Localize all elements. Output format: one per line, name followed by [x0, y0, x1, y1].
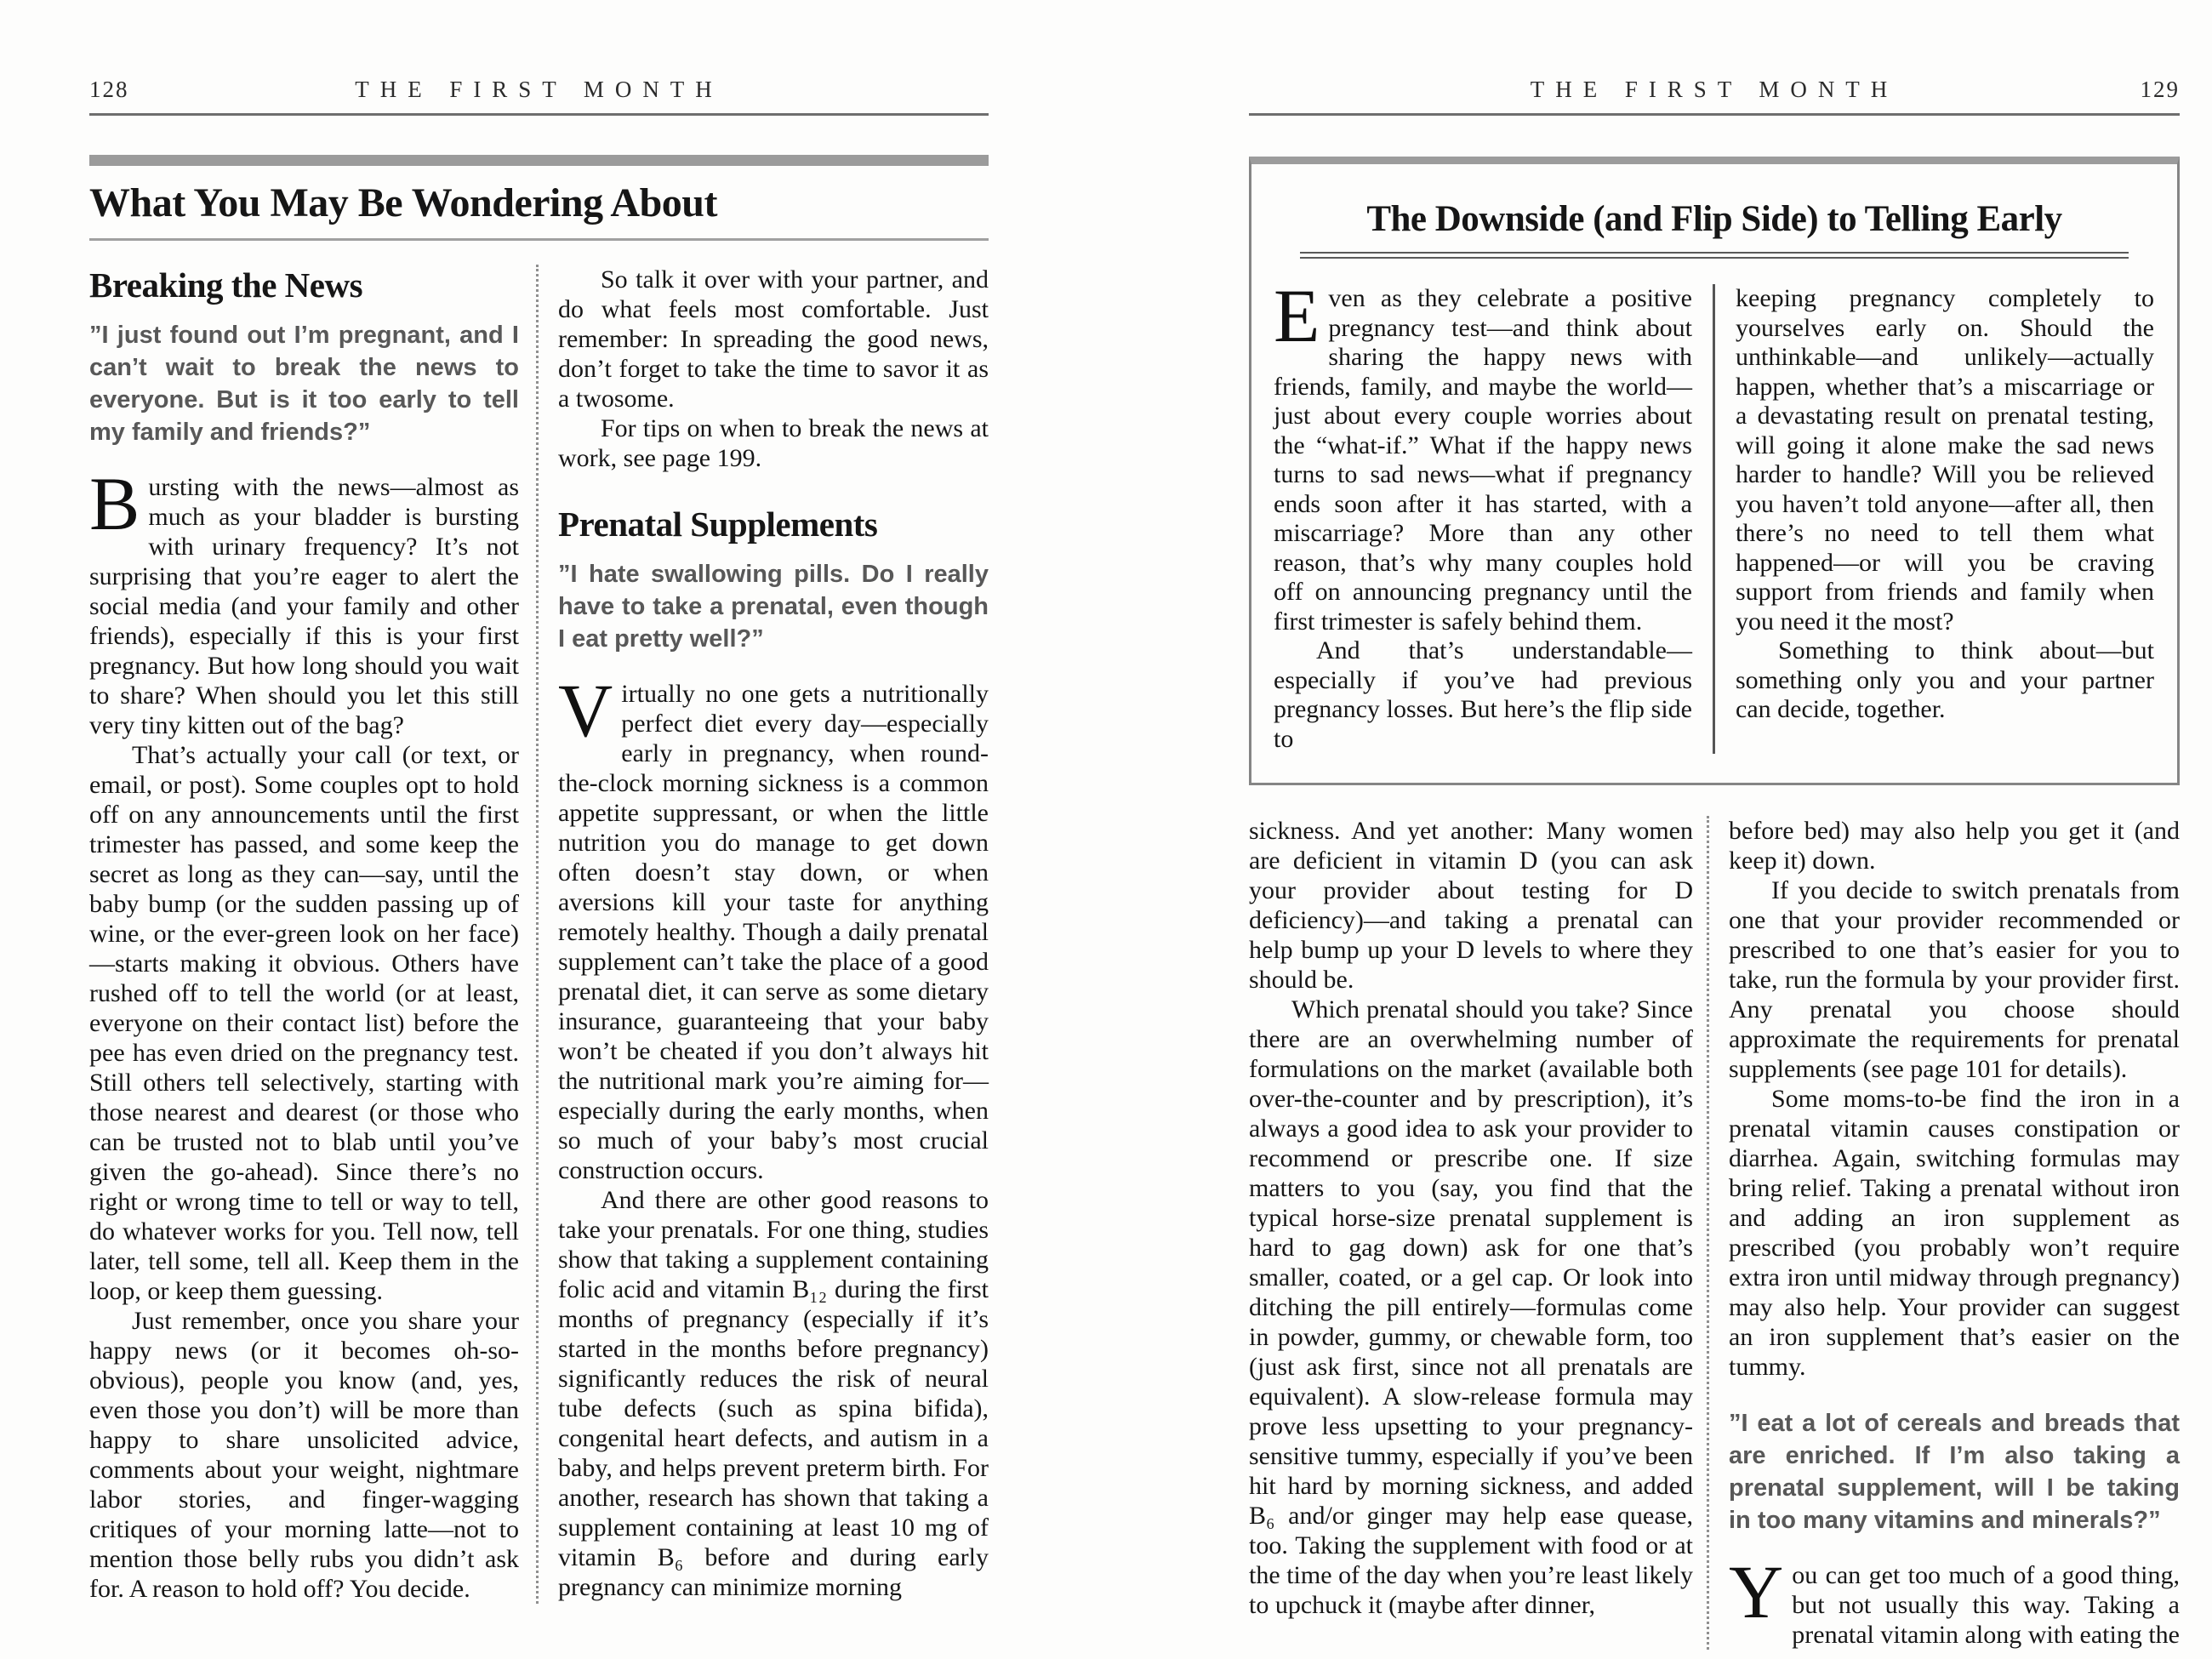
- page-left: [89, 77, 989, 1604]
- section-heading-prenatal-supplements: Prenatal Supplements: [558, 505, 878, 544]
- column-divider-solid: [1713, 284, 1715, 754]
- paragraph: before bed) may also help you get it (and keep it) down.: [1729, 817, 2180, 875]
- column-divider-dotted: [1707, 816, 1709, 1650]
- page-right: [1249, 77, 2180, 1650]
- reader-question: ”I eat a lot of cereals and breads that are enriched. If I’m also taking a prenatal supplement, will I be taking in too many vitamins and minerals?”: [1729, 1410, 2180, 1534]
- sidebar-box-title-rule: [1300, 252, 2129, 259]
- article-title: What You May Be Wondering About: [89, 180, 717, 225]
- header-rule-left: [89, 113, 989, 116]
- sidebar-box-title: The Downside (and Flip Side) to Telling Early: [1366, 199, 2062, 239]
- paragraph: And that’s understandable—especially if you’ve had previous pregnancy losses. But here’s the flip side to: [1274, 636, 1692, 753]
- drop-cap-Y: Y: [1729, 1551, 1784, 1634]
- reader-question: ”I hate swallowing pills. Do I really have to take a prenatal, even though I eat pretty well?”: [558, 561, 989, 653]
- paragraph: Which prenatal should you take? Since there are an overwhelming number of formulations on the market (available both over-the-counter and by prescription), it’s always a good idea to ask your provider to recommend or prescribe one. If size matters to you (say, you find that the typical horse-size prenatal supplement is hard to gag down) ask for one that’s smaller, coated, or a gel cap. Or look into ditching the pill entirely—formulas come in powder, gummy, or chewable form, too (just ask first, since not all prenatals are equivalent). A slow-release formula may prove less upsetting to your pregnancy-sensitive tummy, especially if you’ve been hit hard by morning sickness, and added B₆ and/or ginger may help ease quease, too. Taking the supplement with food or at the time of the day when you’re least likely to upchuck it (maybe after dinner,: [1249, 995, 1693, 1619]
- column-divider-dotted: [536, 265, 539, 1604]
- paragraph: Just remember, once you share your happy news (or it becomes oh-so-obvious), people you know (and, yes, even those you don’t) will be more than happy to share unsolicited advice, comments about your weight, nightmare labor stories, and finger-wagging critiques of your morning latte—not to mention those belly rubs you didn’t ask for. A reason to hold off? You decide.: [89, 1307, 519, 1603]
- left-page-column-2: [558, 265, 989, 1604]
- paragraph: [1274, 275, 1692, 636]
- page-header-left: [89, 77, 989, 103]
- page-header-right: [1249, 77, 2180, 103]
- right-page-columns: [1249, 816, 2180, 1650]
- section-heading-breaking-the-news: Breaking the News: [89, 265, 363, 305]
- reader-question: ”I just found out I’m pregnant, and I can’t wait to break the news to everyone. But is it too early to tell my family and friends?”: [89, 322, 519, 446]
- paragraph: keeping pregnancy completely to yourselves early on. Should the unthinkable—and unlikely—actually happen, whether that’s a miscarriage or a devastating result on prenatal testing, will going it alone make the sad news harder to handle? Will you be relieved you haven’t told anyone—after all, then there’s no need to tell them what happened—or will you be craving support from friends and family when you need it the most?: [1736, 284, 2154, 636]
- paragraph: That’s actually your call (or text, or email, or post). Some couples opt to hold off on any announcements until the first trimester has passed, and some keep the secret as long as they can—say, until the baby bump (or the sudden passing up of wine, or the ever-green look on her face)—starts making it obvious. Others have rushed off to tell the world (or at least, everyone on their contact list) before the pee has even dried on the pregnancy test. Still others tell selectively, starting with those nearest and dearest (or those who can be trusted not to blab until you’ve given the go-ahead). Since there’s no right or wrong time to tell or way to tell, do whatever works for you. Tell now, tell later, tell some, tell all. Keep them in the loop, or keep them guessing.: [89, 741, 519, 1305]
- sidebar-box-columns: [1274, 275, 2155, 754]
- right-page-column-1: [1249, 816, 1693, 1650]
- sidebar-box-column-2: [1736, 284, 2154, 754]
- running-head-right: THE FIRST MONTH: [1530, 77, 1899, 102]
- paragraph: And there are other good reasons to take your prenatals. For one thing, studies show that taking a supplement containing folic acid and vitamin B₁₂ during the first months of pregnancy (especially if it’s started in the months before pregnancy) significantly reduces the risk of neural tube defects (such as spina bifida), congenital heart defects, and autism in a baby, and helps prevent preterm birth. For another, research has shown that taking a supplement containing at least 10 mg of vitamin B₆ before and during early pregnancy can minimize morning: [558, 1186, 989, 1601]
- paragraph: [89, 463, 519, 740]
- paragraph: [1729, 1551, 2180, 1650]
- paragraph: For tips on when to break the news at work, see page 199.: [558, 414, 989, 472]
- sidebar-box-column-1: [1274, 275, 1692, 754]
- title-bar-accent: [89, 155, 989, 166]
- sidebar-box-telling-early: [1249, 157, 2180, 785]
- right-page-column-2: [1729, 816, 2180, 1650]
- drop-cap-E: E: [1274, 275, 1320, 358]
- paragraph: [558, 670, 989, 1185]
- header-rule-right: [1249, 113, 2180, 116]
- drop-cap-V: V: [558, 670, 613, 753]
- page-number-left: 128: [89, 77, 129, 102]
- paragraph-text: irtually no one gets a nutritionally perfect diet every day—especially early in pregnancy, when round-the-clock morning sickness is a common appetite suppressant, or when the little nutrition you do manage to get down often doesn’t stay down, or when aversions kill your taste for anything remotely healthy. Though a daily prenatal supplement can’t take the place of a good prenatal diet, it can serve as some dietary insurance, guaranteeing that your baby won’t be cheated if you don’t always hit the nutritional mark you’re aiming for—especially during the early months, when so much of your baby’s most crucial construction occurs.: [558, 680, 989, 1184]
- paragraph-text: ven as they celebrate a positive pregnancy test—and think about sharing the happy news with friends, family, and maybe the world—just about every couple worries about the “what-if.” What if the happy news turns to sad news—what if pregnancy ends soon after it has started, with a miscarriage? More than any other reason, that’s why many couples hold off on announcing pregnancy until the first trimester is safely behind them.: [1274, 284, 1692, 636]
- paragraph-text: ursting with the news—almost as much as your bladder is bursting with urinary frequency? It’s not surprising that you’re eager to alert the social media (and your family and other friends), especially if this is your first pregnancy. But how long should you wait to share? When should you let this still very tiny kitten out of the bag?: [89, 473, 519, 739]
- paragraph: Some moms-to-be find the iron in a prenatal vitamin causes constipation or diarrhea. Again, switching formulas may bring relief. Taking a prenatal without iron and adding an iron supplement as prescribed (you probably won’t require extra iron until midway through pregnancy) may also help. Your provider can suggest an iron supplement that’s easier on the tummy.: [1729, 1085, 2180, 1381]
- paragraph: So talk it over with your partner, and do what feels most comfortable. Just remember: In spreading the good news, don’t forget to take the time to savor it as a twosome.: [558, 265, 989, 413]
- paragraph: sickness. And yet another: Many women are deficient in vitamin D (you can ask your provider about testing for D deficiency)—and taking a prenatal can help bump up your D levels to where they should be.: [1249, 817, 1693, 994]
- paragraph: If you decide to switch prenatals from one that your provider recommended or prescribed to one that’s easier for you to take, run the formula by your provider first. Any prenatal you choose should approximate the requirements for prenatal supplements (see page 101 for details).: [1729, 876, 2180, 1083]
- title-underline: [89, 238, 989, 241]
- page-number-right: 129: [2140, 77, 2180, 102]
- paragraph: Something to think about—but something only you and your partner can decide, together.: [1736, 636, 2154, 723]
- article-title-block: [89, 155, 989, 241]
- left-page-column-1: [89, 265, 519, 1604]
- left-page-columns: [89, 265, 989, 1604]
- paragraph-text: ou can get too much of a good thing, but not usually this way. Taking a prenatal vitamin along with eating the: [1792, 1561, 2180, 1649]
- drop-cap-B: B: [89, 463, 140, 546]
- running-head-left: THE FIRST MONTH: [355, 77, 723, 102]
